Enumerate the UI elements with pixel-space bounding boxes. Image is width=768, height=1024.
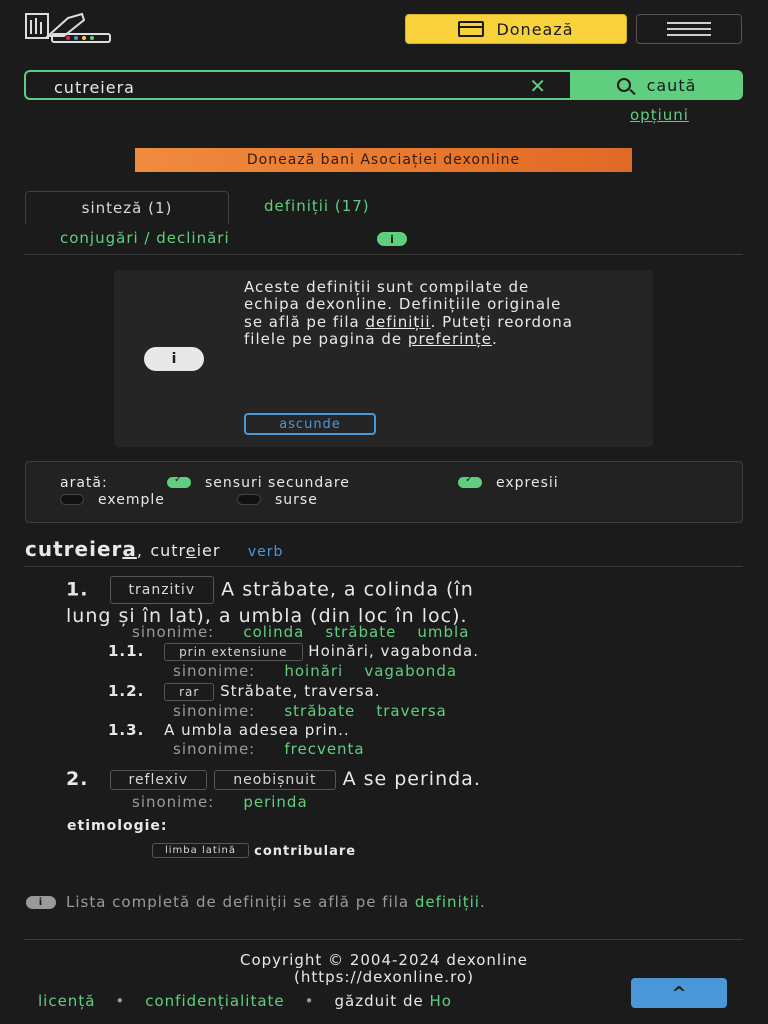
synonyms-label: sinonime: (173, 740, 256, 758)
synonyms-label: sinonime: (173, 662, 256, 680)
synonym-link[interactable]: hoinări (284, 662, 344, 680)
sense-number: 1.2. (108, 682, 145, 700)
tab-definitions[interactable] (264, 197, 370, 215)
display-filters (25, 461, 743, 523)
search-button[interactable] (570, 70, 743, 100)
sense-1-2-synonyms (173, 701, 447, 720)
note-text (66, 893, 486, 911)
donation-banner[interactable] (135, 148, 632, 172)
headword-main (25, 537, 137, 561)
chevron-up-icon: ^ (671, 982, 687, 1004)
sense-2-synonyms (132, 792, 308, 811)
sense-1-1-synonyms (173, 661, 457, 680)
info-text-part: Aceste definiții sunt compilate de echipa dexonline. Definițiile originale se află pe fila (244, 278, 562, 331)
footer-divider (24, 939, 743, 940)
sense-1-1 (108, 642, 479, 661)
hamburger-icon-line (667, 34, 711, 36)
copyright: Copyright © 2004-2024 dexonline (239, 951, 528, 969)
part-of-speech[interactable]: verb (247, 544, 284, 560)
search-input[interactable] (52, 76, 496, 98)
headword-part: cutr (150, 541, 186, 560)
separator: • (115, 992, 126, 1010)
entry-headword (25, 537, 283, 561)
sense-text: Străbate, traversa. (220, 682, 381, 700)
etymology (152, 840, 356, 859)
synonym-link[interactable]: străbate (325, 623, 397, 641)
donate-button[interactable] (405, 14, 627, 44)
sense-text: A se perinda. (342, 768, 481, 790)
sense-2 (66, 768, 481, 790)
sense-1-3 (108, 721, 350, 739)
examples-label[interactable]: exemple (98, 492, 165, 508)
tab-conjugations-label: conjugări / declinări (60, 229, 230, 247)
tabs-divider (24, 254, 743, 255)
footer-links (38, 992, 452, 1010)
search-icon (617, 78, 631, 92)
info-text-part: . Puteți reordona filele pe pagina de (244, 312, 573, 348)
hide-button[interactable] (244, 413, 376, 435)
headword-stress: a (122, 537, 137, 561)
synonym-link[interactable]: frecventa (284, 740, 365, 758)
synonyms-label: sinonime: (132, 793, 215, 811)
synonyms-label: sinonime: (132, 623, 215, 641)
language-tag[interactable]: limba latină (152, 843, 249, 858)
examples-checkbox[interactable] (60, 494, 84, 505)
search-button-label: caută (646, 75, 697, 95)
info-icon[interactable]: i (377, 232, 407, 246)
logo-icon (24, 10, 114, 46)
credit-card-icon (458, 21, 484, 37)
hamburger-icon-line (667, 22, 711, 24)
synonym-link[interactable]: traversa (376, 702, 447, 720)
headword-stress: e (185, 541, 197, 560)
note-text-part: . (479, 893, 486, 911)
etymology-word: contribulare (254, 844, 357, 859)
site-logo[interactable] (24, 10, 114, 46)
sense-text: A umbla adesea prin.. (164, 721, 350, 739)
definitions-link[interactable]: definiții (365, 312, 431, 331)
synonym-link[interactable]: străbate (284, 702, 356, 720)
tab-conjugations[interactable] (60, 229, 230, 247)
sense-text: A străbate, a colinda (în (221, 578, 474, 601)
sources-checkbox[interactable] (237, 494, 261, 505)
info-text (244, 279, 584, 348)
grammar-tag[interactable]: reflexiv (110, 770, 208, 790)
show-label: arată: (60, 475, 108, 491)
synonym-link[interactable]: perinda (243, 793, 308, 811)
options-link[interactable]: opțiuni (630, 106, 689, 124)
synonym-link[interactable]: umbla (417, 623, 470, 641)
back-to-top-button[interactable] (631, 978, 727, 1008)
license-link[interactable]: licență (38, 992, 96, 1010)
privacy-link[interactable]: confidențialitate (145, 992, 285, 1010)
secondary-senses-label[interactable]: sensuri secundare (205, 475, 350, 491)
preferences-link[interactable]: preferințe (407, 329, 492, 348)
hide-button-label: ascunde (279, 416, 341, 432)
grammar-tag[interactable]: tranzitiv (110, 576, 215, 604)
hamburger-icon-line (667, 28, 711, 30)
expressions-label[interactable]: expresii (496, 475, 559, 491)
sense-1-synonyms (132, 622, 469, 641)
tab-synthesis-label: sinteză (1) (81, 199, 173, 217)
hosted-by-label: găzduit de (334, 992, 430, 1010)
entry-divider (24, 566, 743, 567)
grammar-tag[interactable]: prin extensiune (164, 643, 302, 661)
sources-label[interactable]: surse (275, 492, 318, 508)
info-icon: i (26, 896, 56, 909)
headword-part: cutreier (25, 537, 123, 561)
info-icon: i (144, 347, 204, 371)
usage-tag[interactable]: neobișnuit (214, 770, 335, 790)
definitions-tab-link[interactable]: definiții (414, 893, 480, 911)
clear-icon[interactable]: ✕ (529, 74, 546, 98)
sense-number: 1.1. (108, 642, 145, 660)
info-text-part: . (491, 329, 498, 348)
sense-1-3-synonyms (173, 739, 365, 758)
separator: • (304, 992, 315, 1010)
etymology-label: etimologie: (67, 818, 168, 834)
sense-1-2 (108, 682, 381, 701)
search-field (24, 70, 570, 100)
tab-synthesis[interactable] (25, 191, 229, 224)
site-url: (https://dexonline.ro) (294, 968, 474, 986)
sense-1 (66, 576, 726, 628)
tab-definitions-label: definiții (17) (264, 197, 370, 215)
expressions-checkbox[interactable] (458, 477, 482, 488)
sense-number: 1. (66, 578, 89, 601)
headword-separator: , (136, 541, 143, 560)
secondary-senses-checkbox[interactable] (167, 477, 191, 488)
banner-text: Donează bani Asociației dexonline (246, 152, 521, 168)
synonym-link[interactable]: vagabonda (364, 662, 458, 680)
sense-text: lung și în lat), a umbla (din loc în loc). (66, 605, 468, 627)
synonyms-label: sinonime: (173, 702, 256, 720)
definitions-note (26, 893, 486, 911)
headword-part: ier (196, 541, 221, 560)
info-box (114, 270, 653, 447)
headword-alt (150, 541, 220, 560)
menu-button[interactable] (636, 14, 742, 44)
sense-number: 1.3. (108, 721, 145, 739)
donate-label: Donează (496, 19, 574, 39)
host-link[interactable]: Ho (429, 992, 452, 1010)
synonym-link[interactable]: colinda (243, 623, 305, 641)
grammar-tag[interactable]: rar (164, 683, 214, 701)
note-text-part: Lista completă de definiții se află pe fila (66, 893, 415, 911)
sense-number: 2. (66, 768, 89, 790)
sense-text: Hoinări, vagabonda. (308, 642, 479, 660)
